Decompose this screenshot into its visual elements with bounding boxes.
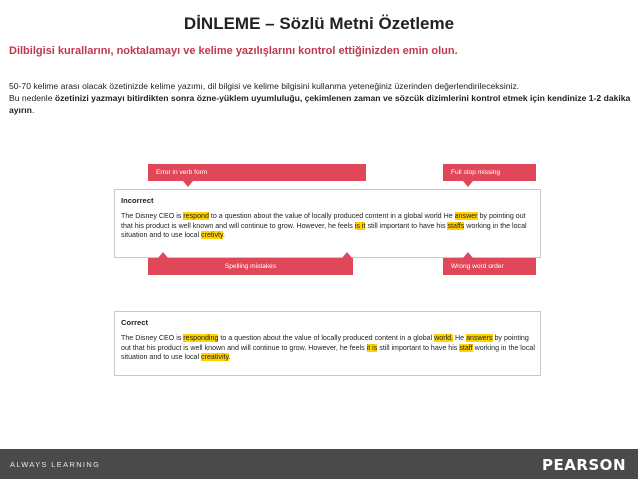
callout-full-stop-pointer <box>463 181 473 187</box>
footer-tagline: ALWAYS LEARNING <box>10 460 101 469</box>
incorrect-error-fullstop: world <box>424 211 442 220</box>
incorrect-error-spelling-2: cretivty <box>201 231 224 240</box>
page-subtitle: Dilbilgisi kurallarını, noktalamayı ve kelime yazılışlarını kontrol ettiğinizden emin olun. <box>9 45 458 57</box>
callout-verb-form-pointer <box>183 181 193 187</box>
correct-fix-fullstop: world. <box>434 333 454 342</box>
callout-word-order <box>443 258 536 275</box>
correct-fix-order: it is <box>366 343 378 352</box>
intro-text <box>9 80 631 116</box>
callout-spelling-label: Spelling mistakes <box>224 263 277 270</box>
incorrect-text-2: to a question about the value of locally produced content in a global <box>208 211 425 220</box>
incorrect-heading: Incorrect <box>121 196 154 205</box>
page-title: DİNLEME – Sözlü Metni Özetleme <box>183 14 455 33</box>
callout-spelling <box>148 258 353 275</box>
correct-text-3: He <box>453 333 467 342</box>
callout-verb-form-label: Error in verb form <box>156 169 208 176</box>
correct-text <box>121 334 537 363</box>
correct-heading: Correct <box>121 318 149 327</box>
footer-bar <box>0 449 638 479</box>
incorrect-text-6: working in the local situation and to use local <box>121 221 527 240</box>
correct-text-4: by pointing out that his product is well known and will continue to grow. However, he feels <box>121 333 529 352</box>
callout-verb-form <box>148 164 366 181</box>
correct-text-6: working in the local situation and to use local <box>121 343 535 362</box>
brand-logo: PEARSON <box>541 456 626 474</box>
incorrect-error-verb-2: answer <box>454 211 478 220</box>
incorrect-error-verb: respond <box>183 211 209 220</box>
incorrect-text <box>121 212 537 241</box>
correct-fix-spelling-1: staff <box>459 343 473 352</box>
incorrect-text-1: The Disney CEO is <box>121 211 184 220</box>
callout-full-stop <box>443 164 536 181</box>
correct-text-1: The Disney CEO is <box>121 333 184 342</box>
incorrect-text-5: still important to have his <box>365 221 448 230</box>
incorrect-text-7: . <box>223 231 225 240</box>
correct-fix-verb-2: answers <box>466 333 493 342</box>
intro-paragraph-2-start: Bu nedenle <box>9 93 55 103</box>
incorrect-text-3: He <box>441 211 455 220</box>
correct-fix-verb: responding <box>183 333 219 342</box>
callout-full-stop-label: Full stop missing <box>451 169 501 176</box>
incorrect-error-spelling-1: staffs <box>447 221 465 230</box>
correct-example-box <box>114 311 541 376</box>
intro-paragraph-2-bold: özetinizi yazmayı bitirdikten sonra özne-yüklem uyumluluğu, çekimlenen zaman ve sözcük dizimlerini kontrol etmek için kendinize 1-2 dakika ayırın <box>9 93 631 115</box>
correct-fix-spelling-2: creativity <box>201 353 229 362</box>
callout-word-order-label: Wrong word order <box>451 263 504 270</box>
correct-text-7: . <box>228 353 231 362</box>
intro-paragraph-1: 50-70 kelime arası olacak özetinizde kelime yazımı, dil bilgisi ve kelime bilgisini kullanma yeteneğiniz üzerinden değerlendirileceksiniz. <box>9 81 520 91</box>
correct-text-2: to a question about the value of locally produced content in a global <box>218 333 435 342</box>
incorrect-example-box <box>114 189 541 258</box>
correct-text-5: still important to have his <box>377 343 460 352</box>
intro-paragraph-2-end: . <box>31 105 35 115</box>
incorrect-text-4: by pointing out that his product is well known and will continue to grow. However, he feels <box>121 211 526 230</box>
incorrect-error-order: is it <box>354 221 366 230</box>
